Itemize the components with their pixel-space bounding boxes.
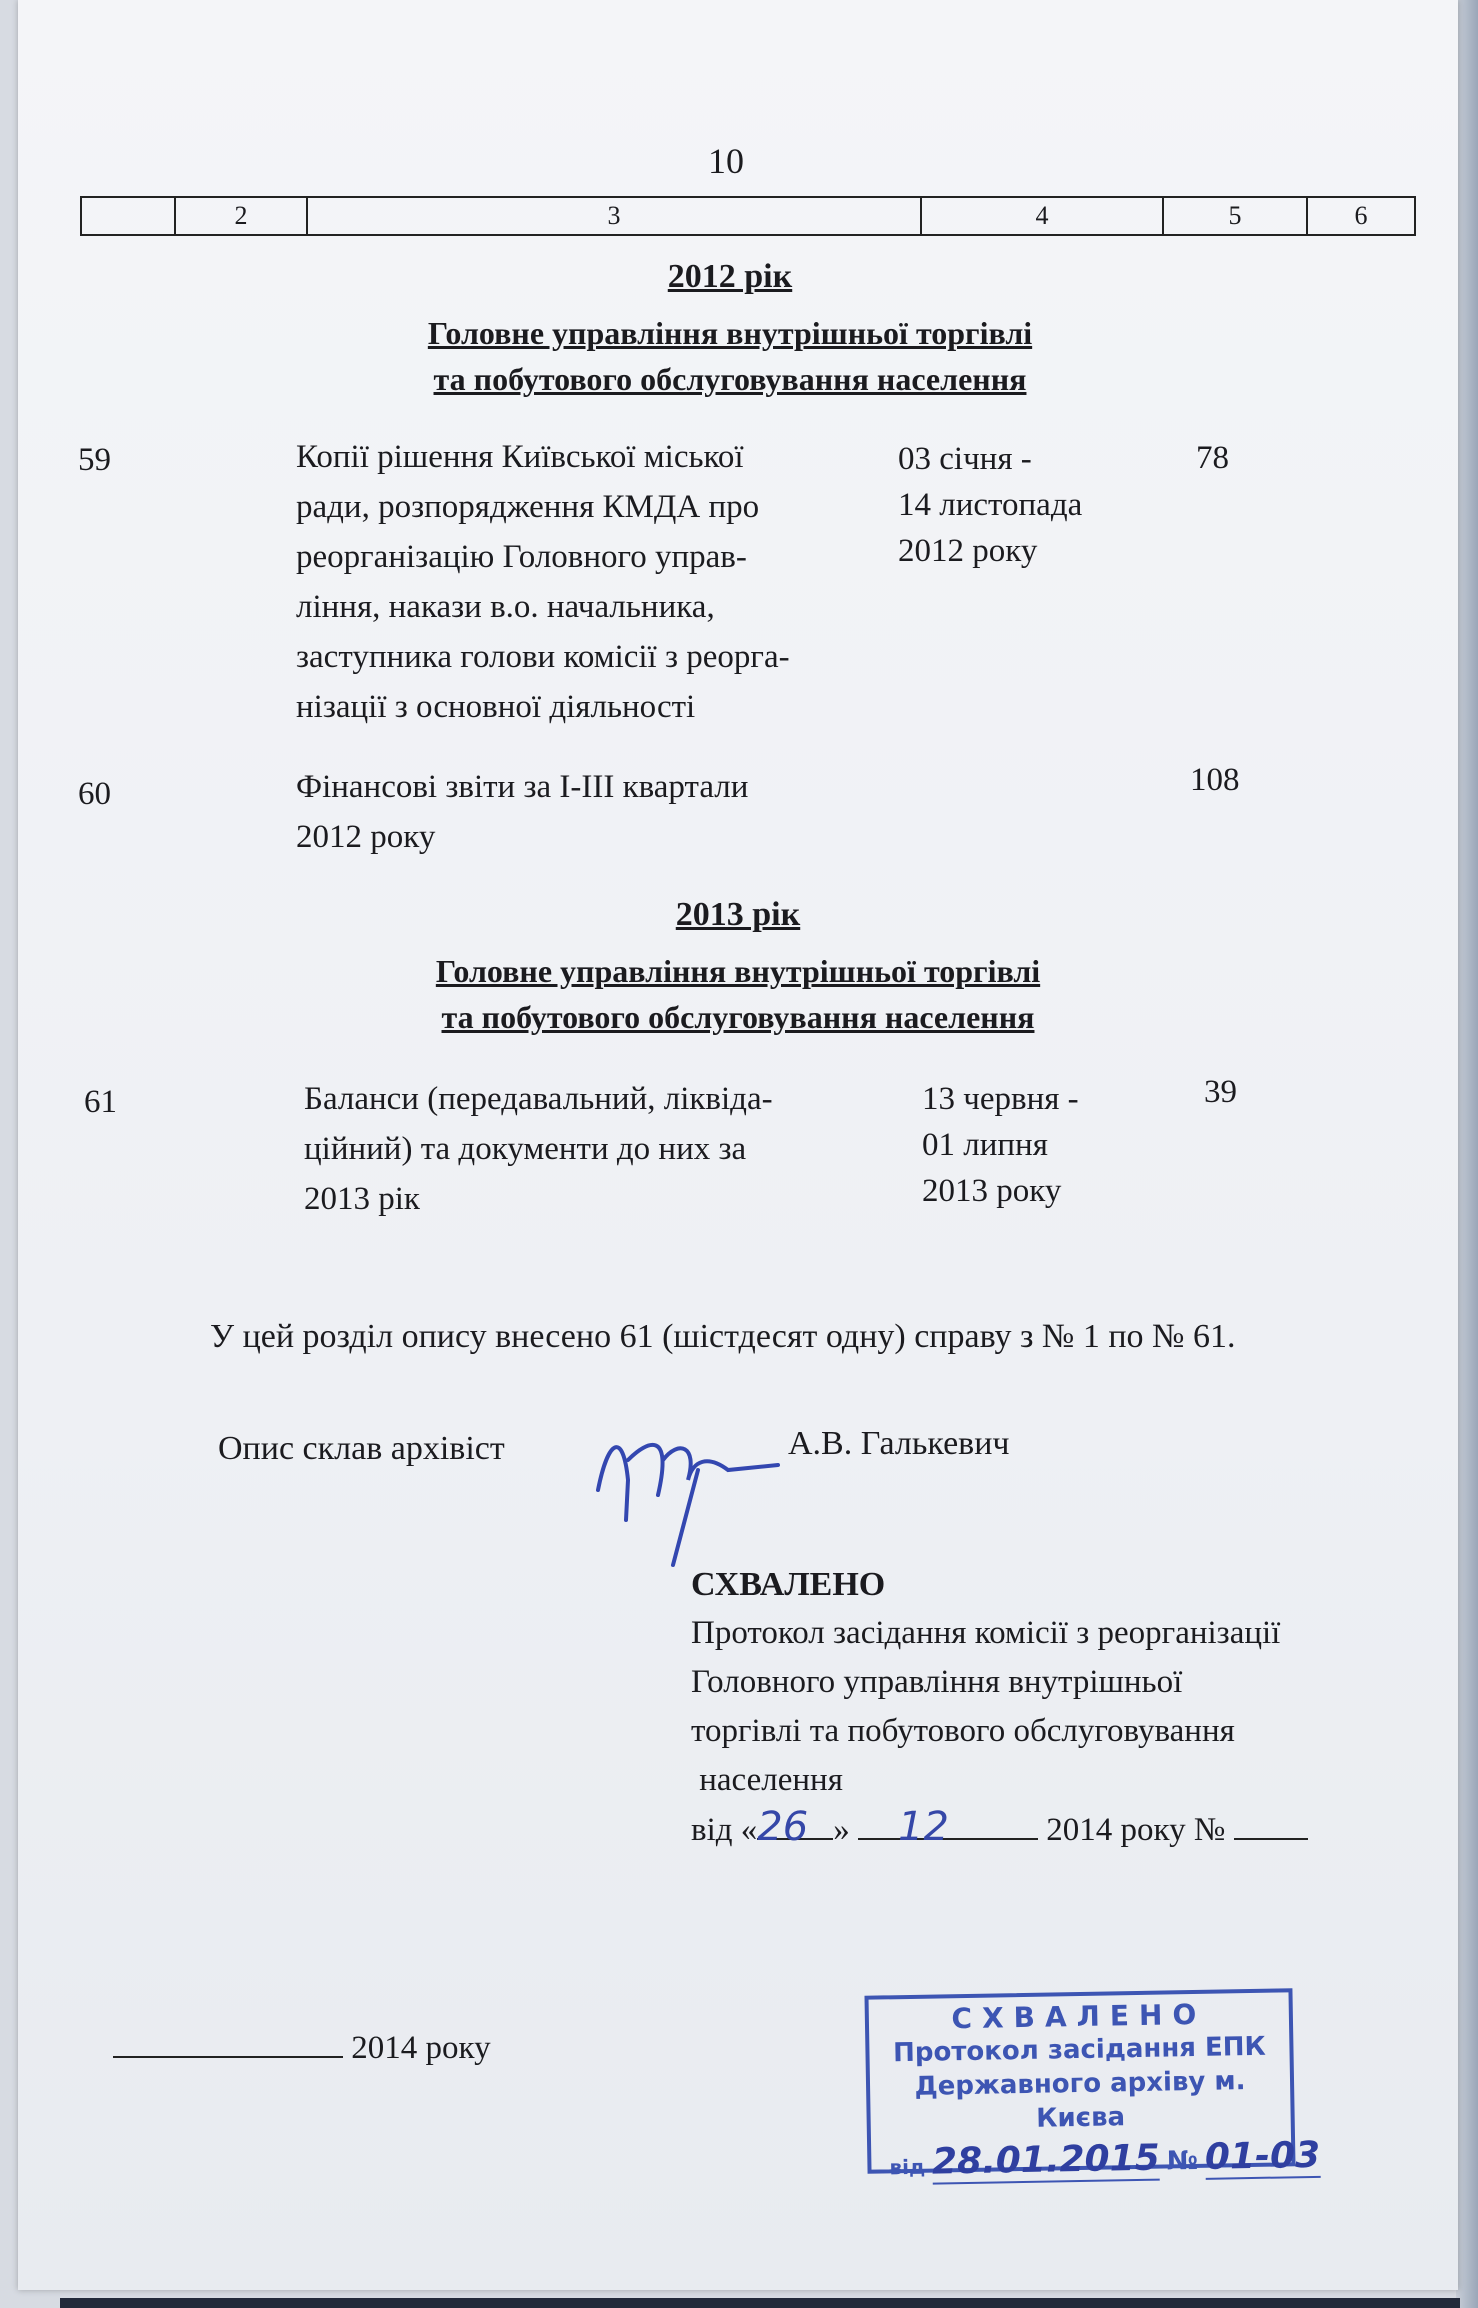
item-title-line: Фінансові звіти за І-ІІІ квартали: [296, 769, 749, 805]
item-title-line: заступника голови комісії з реорга-: [296, 639, 790, 675]
stamp-date-row: [871, 2134, 1321, 2183]
page-number: 10: [708, 141, 744, 181]
handwritten-day: 26: [757, 1804, 809, 1850]
quote-close: »: [833, 1812, 850, 1848]
document-page: [18, 0, 1458, 2290]
approval-stamp: [864, 1988, 1321, 2183]
stamp-prefix: від: [889, 2154, 926, 2180]
item-title-line: ради, розпорядження КМДА про: [296, 489, 760, 525]
handwritten-signature: [578, 1400, 788, 1570]
month-field: [858, 1804, 1038, 1850]
approval-heading: СХВАЛЕНО: [691, 1566, 886, 1603]
column-header-3: 3: [308, 198, 922, 234]
item-sheets: 39: [1204, 1074, 1237, 1110]
column-header-5: 5: [1164, 198, 1308, 234]
stamp-handwritten-date: 28.01.2015: [931, 2137, 1161, 2183]
item-title-line: Баланси (передавальний, ліквіда-: [304, 1081, 773, 1117]
section-year: 2012 рік: [667, 258, 793, 295]
approval-line: населення: [691, 1762, 843, 1798]
protocol-number-field: [1234, 1804, 1308, 1840]
stamp-line: Державного архіву м. Києва: [914, 2066, 1246, 2134]
approval-block: [691, 1560, 1280, 1805]
item-title: [296, 762, 748, 862]
handwritten-month: 12: [898, 1804, 949, 1850]
item-date-line: 14 листопада: [898, 487, 1083, 523]
bottom-date-blank: [113, 2022, 343, 2058]
section-summary: У цей розділ опису внесено 61 (шістдесят одну) справу з № 1 по № 61.: [210, 1318, 1236, 1355]
item-title-line: ційний) та документи до них за: [304, 1131, 747, 1167]
item-title-line: ління, накази в.о. начальника,: [296, 589, 715, 625]
item-sheets: 78: [1196, 440, 1229, 476]
item-title: [304, 1074, 773, 1224]
bottom-date: [113, 2022, 491, 2067]
section-year: 2013 рік: [675, 896, 801, 933]
stamp-number-prefix: №: [1166, 2145, 1199, 2177]
page-edge-right: [1456, 0, 1478, 2308]
item-dates: [898, 436, 1082, 574]
column-header-2: 2: [176, 198, 308, 234]
approval-line: Протокол засідання комісії з реорганізації: [691, 1615, 1281, 1651]
item-date-line: 03 січня -: [898, 441, 1032, 477]
section-department: [288, 948, 1188, 1040]
item-date-line: 13 червня -: [922, 1081, 1079, 1117]
item-title-line: реорганізацію Головного управ-: [296, 539, 747, 575]
item-date-line: 01 липня: [922, 1127, 1048, 1163]
approval-date: [691, 1804, 1308, 1849]
stamp-title: СХВАЛЕНО: [951, 1997, 1207, 2036]
department-line: Головне управління внутрішньої торгівлі: [435, 953, 1041, 989]
item-sheets: 108: [1190, 762, 1240, 798]
stamp-handwritten-number: 01-03: [1204, 2134, 1321, 2178]
compiler-label: Опис склав архівіст: [218, 1430, 505, 1467]
approval-year-suffix: 2014 року №: [1046, 1812, 1226, 1848]
column-header-6: 6: [1354, 201, 1368, 230]
day-field: [757, 1804, 833, 1850]
stamp-line: Протокол засідання ЕПК: [892, 2031, 1267, 2069]
department-line: та побутового обслуговування населення: [433, 361, 1027, 397]
item-title-line: Копії рішення Київської міської: [296, 439, 744, 475]
item-title: [296, 432, 790, 732]
bottom-date-text: 2014 року: [351, 2030, 491, 2066]
approval-line: Головного управління внутрішньої: [691, 1664, 1183, 1700]
item-title-line: 2013 рік: [304, 1181, 420, 1217]
column-header-4: 4: [922, 198, 1164, 234]
item-date-line: 2012 року: [898, 533, 1038, 569]
approval-date-prefix: від «: [691, 1812, 758, 1848]
item-title-line: нізації з основної діяльності: [296, 689, 696, 725]
item-number: 59: [78, 442, 111, 478]
column-header-1: [82, 198, 176, 234]
item-dates: [922, 1076, 1079, 1214]
page-edge-bottom: [60, 2298, 1460, 2308]
item-number: 60: [78, 776, 111, 812]
department-line: та побутового обслуговування населення: [441, 999, 1035, 1035]
item-date-line: 2013 року: [922, 1173, 1062, 1209]
item-title-line: 2012 року: [296, 819, 436, 855]
department-line: Головне управління внутрішньої торгівлі: [427, 315, 1033, 351]
section-department: [280, 310, 1180, 402]
column-header-row: [80, 196, 1416, 236]
compiler-name: А.В. Галькевич: [788, 1425, 1010, 1462]
item-number: 61: [84, 1084, 117, 1120]
approval-line: торгівлі та побутового обслуговування: [691, 1713, 1235, 1749]
